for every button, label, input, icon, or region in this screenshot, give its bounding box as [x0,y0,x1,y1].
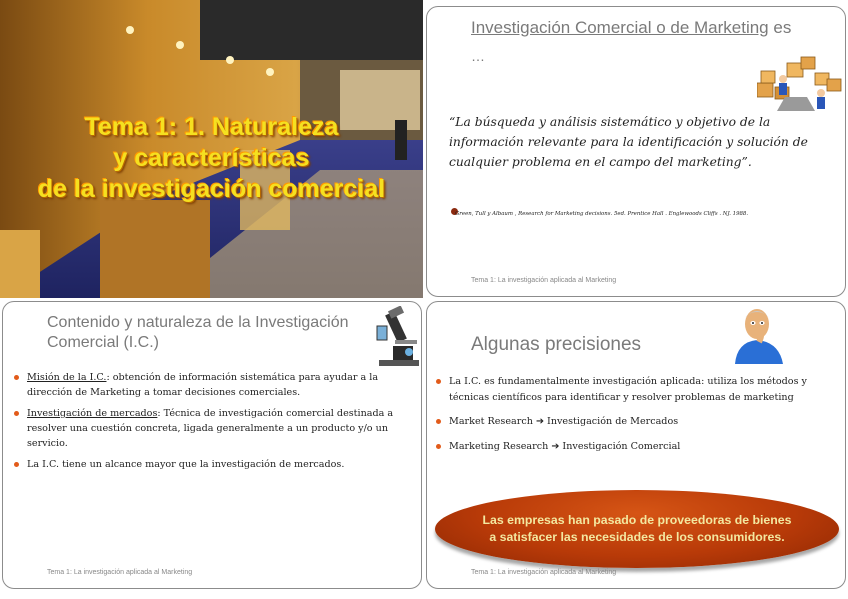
heading-rest: es [768,18,792,37]
slide-footer: Tema 1: La investigación aplicada al Marketing [47,569,193,576]
definition-quote: “La búsqueda y análisis sistemático y objetivo de la información relevante para la identificación y solución de cualquier problema en el campo del marketing”. [449,115,808,169]
slide-footer: Tema 1: La investigación aplicada al Marketing [471,277,617,284]
slide-content-nature [2,301,422,589]
slide-clarifications [426,301,846,589]
heading-ellipsis: … [471,48,486,64]
arrow-icon: ➔ [535,416,544,427]
slide-title [0,112,423,205]
list-right: Investigación de Mercados [543,416,679,427]
list-text: La I.C. tiene un alcance mayor que la investigación de mercados. [27,459,345,470]
bullet-dot [436,379,441,384]
list-term: Investigación de mercados [27,408,158,419]
list-text: : obtención de información sistemática para ayudar a la dirección de Marketing a tomar decisiones comerciales. [27,372,379,398]
list-item [435,414,835,430]
list-text: : Técnica de investigación comercial destinada a resolver una cuestión concreta, ligada generalmente a un producto y/o un servicio. [27,408,394,449]
bullet-dot [14,375,19,380]
list-right: Investigación Comercial [559,440,681,452]
title-line-3: de la investigación comercial [37,175,386,203]
arrow-icon: ➔ [551,440,560,452]
slide-title-photo [0,0,423,298]
clarifications-list [435,374,835,463]
slide-definition [426,6,846,297]
bullet-dot [436,419,441,424]
slide-heading: Algunas precisiones [471,334,642,355]
list-term: Misión de la I.C. [27,372,107,383]
bullet-dot [436,444,441,449]
content-list [13,370,411,478]
list-text: La I.C. es fundamentalmente investigación aplicada: utiliza los métodos y técnicas científicos para identificar y resolver problemas de marketing [449,376,807,403]
list-left: Marketing Research [449,440,552,452]
list-item [435,374,835,405]
slide-footer: Tema 1: La investigación aplicada al Marketing [471,569,617,576]
workers-boxes-icon [757,53,843,115]
bullet-dot [14,411,19,416]
heading-underlined: Investigación Comercial o de Marketing [471,18,769,37]
slide-heading [471,18,791,38]
thinking-man-icon [727,304,789,364]
list-item [13,457,411,472]
callout-line-1: Las empresas han pasado de proveedoras de bienes [482,513,792,527]
microscope-icon [375,306,422,368]
list-left: Market Research [449,416,536,427]
list-item [13,370,411,400]
callout-text [435,512,839,546]
bullet-dot [14,462,19,467]
title-line-2: y características [113,144,310,172]
list-item [13,406,411,451]
reference-citation: Green, Tull y Albaum , Research for Marketing decisions. 5ed. Prentice Hall . Englewoods Cliffs . NJ. 1988. [455,211,749,217]
slide-heading: Contenido y naturaleza de la Investigación Comercial (I.C.) [47,314,349,351]
title-line-1: Tema 1: 1. Naturaleza [84,113,339,141]
list-item [435,439,835,455]
callout-line-2: a satisfacer las necesidades de los consumidores. [489,530,785,544]
